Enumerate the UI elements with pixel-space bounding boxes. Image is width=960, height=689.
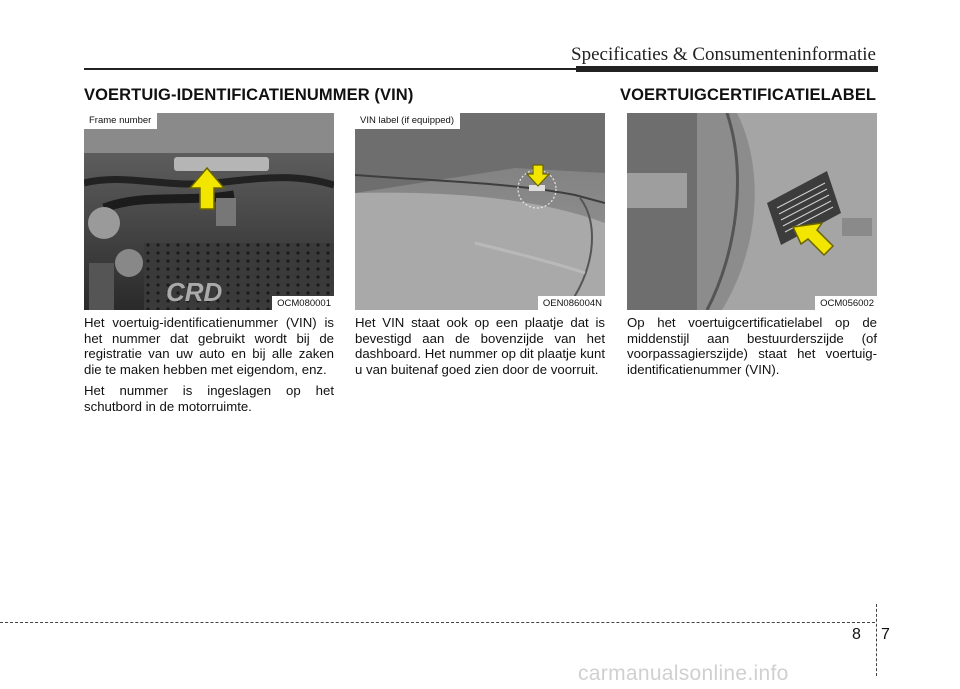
column-1-text [84,315,334,421]
paragraph: Het voertuig-identificatienummer (VIN) is het nummer dat gebruikt wordt bij de registratie van uw auto en bij alle zaken die te maken hebben met eigendom, enz. [84,315,334,377]
figure-b-pillar [627,113,877,310]
paragraph: Het VIN staat ook op een plaatje dat is bevestigd aan de bovenzijde van het dashboard. Het nummer op dit plaatje kunt u van buitenaf goed zien door de voorruit. [355,315,605,377]
figure-code: OEN086004N [538,296,605,310]
footer-rule [0,622,875,623]
section-heading-vin: VOERTUIG-IDENTIFICATIENUMMER (VIN) [84,86,414,104]
figure-code: OCM056002 [815,296,877,310]
arrow-up-icon [84,113,334,310]
paragraph: Op het voertuigcertificatielabel op de middenstijl aan bestuurderszijde (of voorpassagierszijde) staat het voertuig-identificatienummer (VIN). [627,315,877,377]
watermark: carmanualsonline.info [578,662,789,685]
figure-dashboard [355,113,605,310]
page-number: 7 [881,626,890,643]
arrow-diagonal-icon [627,113,877,310]
header-rule-accent [576,66,878,72]
chapter-number: 8 [852,626,861,643]
running-header: Specificaties & Consumenteninformatie [571,44,876,65]
figure-tag: Frame number [84,113,157,129]
paragraph: Het nummer is ingeslagen op het schutbord in de motorruimte. [84,383,334,414]
svg-text:CRD: CRD [166,277,223,307]
footer-divider [876,604,877,676]
figure-tag: VIN label (if equipped) [355,113,460,129]
section-heading-certification-label: VOERTUIGCERTIFICATIELABEL [620,86,877,104]
figure-engine-bay [84,113,334,310]
column-3-text [627,315,877,383]
column-2-text [355,315,605,383]
arrow-down-icon [355,113,605,310]
figure-code: OCM080001 [272,296,334,310]
